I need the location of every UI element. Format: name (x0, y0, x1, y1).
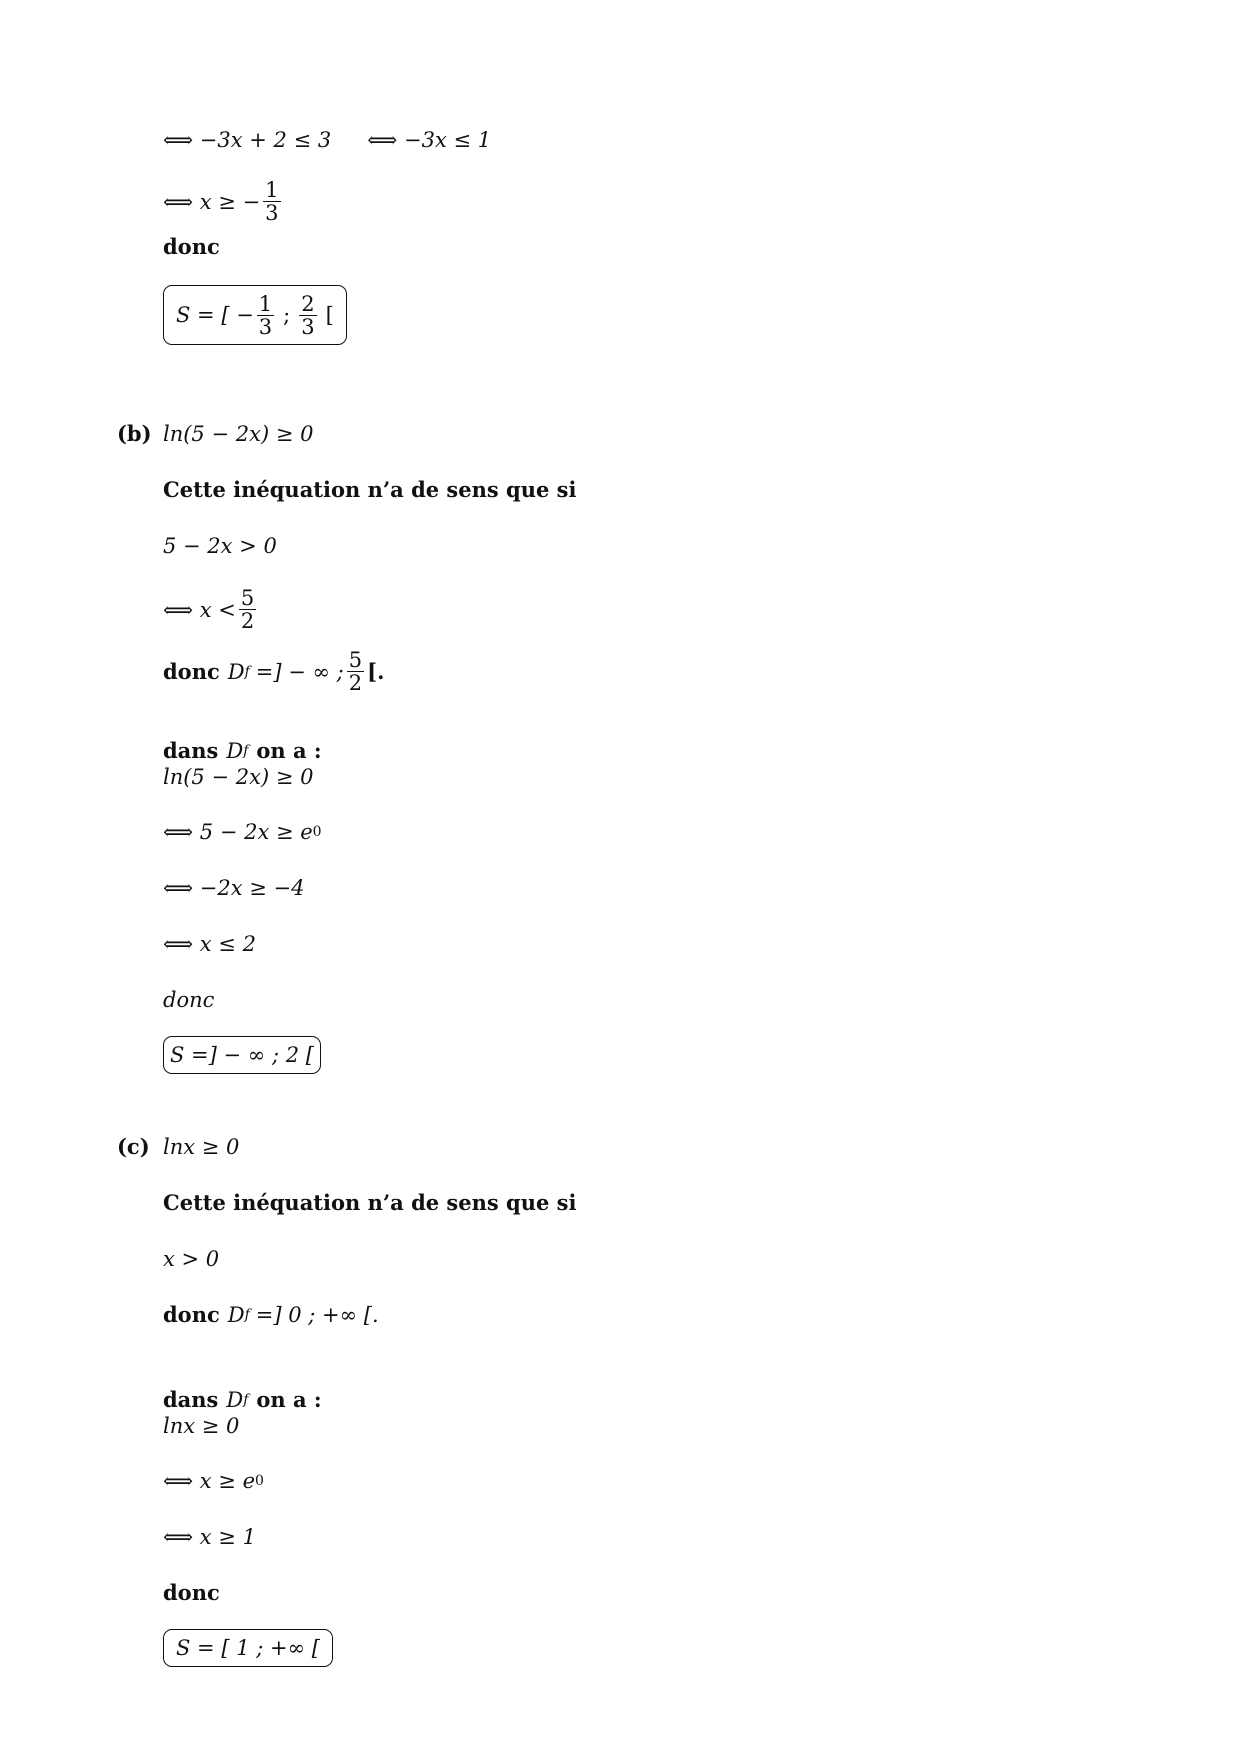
condition-b-step2-prefix: ⟺ x < (163, 597, 236, 622)
domain-b-fraction (347, 649, 364, 694)
solution-b-wrapper (163, 1036, 321, 1074)
solution-a-fraction-2 (299, 293, 316, 338)
domain-b-word: donc (163, 658, 220, 684)
domain-b (163, 649, 384, 694)
fraction-numerator: 5 (348, 648, 363, 672)
dans-subscript-b: f (243, 743, 249, 759)
inequation-c: lnx ≥ 0 (163, 1135, 240, 1159)
condition-b-step2 (163, 587, 259, 632)
inequation-c-repeat: lnx ≥ 0 (163, 1414, 240, 1438)
solution-a-separator: ; (283, 303, 291, 327)
step-b2: ⟺ −2x ≥ −4 (163, 876, 305, 900)
solution-a-prefix: S = [ − (176, 303, 254, 327)
domain-c-interval: =] 0 ; +∞ [. (255, 1303, 379, 1327)
step-c1-prefix: ⟺ x ≥ e (163, 1469, 255, 1493)
dans-rest-b: on a : (256, 738, 322, 763)
inequation-b-repeat: ln(5 − 2x) ≥ 0 (163, 765, 314, 789)
step-a1-left: ⟺ −3x + 2 ≤ 3 (163, 128, 332, 152)
item-label-c: (c) (117, 1134, 150, 1159)
domain-b-interval: =] − ∞ ; (255, 659, 344, 684)
dans-df-b (163, 737, 322, 765)
step-b1-exponent: 0 (312, 824, 322, 840)
dans-symbol-b: D (226, 739, 244, 763)
solution-box-c: S = [ 1 ; +∞ [ (163, 1629, 333, 1667)
domain-b-end: [. (367, 658, 385, 684)
donc-label-a: donc (163, 234, 220, 259)
domain-c (163, 1301, 379, 1329)
item-label-b: (b) (117, 421, 152, 446)
step-b3: ⟺ x ≤ 2 (163, 932, 256, 956)
inequation-b: ln(5 − 2x) ≥ 0 (163, 422, 314, 446)
fraction-denominator: 2 (240, 609, 255, 633)
donc-label-b: donc (163, 988, 215, 1012)
sens-text-b: Cette inéquation n’a de sens que si (163, 477, 577, 502)
step-a2-prefix: ⟺ x ≥ − (163, 189, 261, 214)
solution-box-b: S =] − ∞ ; 2 [ (163, 1036, 321, 1074)
step-c1 (163, 1467, 264, 1495)
condition-c: x > 0 (163, 1247, 220, 1271)
fraction-denominator: 2 (348, 671, 363, 695)
step-b1 (163, 818, 322, 846)
step-b1-prefix: ⟺ 5 − 2x ≥ e (163, 820, 313, 844)
solution-a-suffix: [ (325, 303, 334, 327)
fraction-numerator: 2 (301, 291, 315, 316)
step-c1-exponent: 0 (255, 1473, 264, 1489)
fraction-numerator: 1 (265, 178, 279, 202)
domain-c-subscript: f (244, 1307, 250, 1323)
step-a1-right: ⟺ −3x ≤ 1 (367, 128, 492, 152)
fraction-denominator: 3 (301, 314, 315, 339)
fraction-numerator: 5 (240, 586, 255, 610)
domain-c-word: donc (163, 1302, 220, 1327)
solution-a-fraction-1 (257, 293, 274, 338)
solution-c-wrapper (163, 1629, 333, 1667)
domain-c-symbol: D (227, 1303, 245, 1327)
fraction-numerator: 1 (258, 291, 273, 316)
step-line-a2 (163, 179, 284, 224)
domain-b-symbol: D (227, 659, 245, 684)
fraction-denominator: 3 (265, 201, 279, 225)
dans-word-b: dans (163, 738, 219, 763)
donc-label-c: donc (163, 1580, 220, 1605)
dans-symbol-c: D (226, 1388, 244, 1412)
fraction-one-third (263, 179, 280, 224)
solution-a-wrapper (163, 286, 347, 344)
fraction-five-halves (239, 587, 256, 632)
fraction-denominator: 3 (258, 314, 273, 339)
step-c2: ⟺ x ≥ 1 (163, 1525, 256, 1549)
condition-b: 5 − 2x > 0 (163, 534, 277, 558)
domain-b-subscript: f (244, 663, 250, 680)
sens-text-c: Cette inéquation n’a de sens que si (163, 1190, 577, 1215)
dans-rest-c: on a : (256, 1387, 322, 1412)
dans-word-c: dans (163, 1387, 219, 1412)
dans-df-c (163, 1386, 322, 1414)
step-line-a1 (163, 126, 491, 154)
solution-box-a (163, 285, 347, 345)
dans-subscript-c: f (243, 1392, 249, 1408)
